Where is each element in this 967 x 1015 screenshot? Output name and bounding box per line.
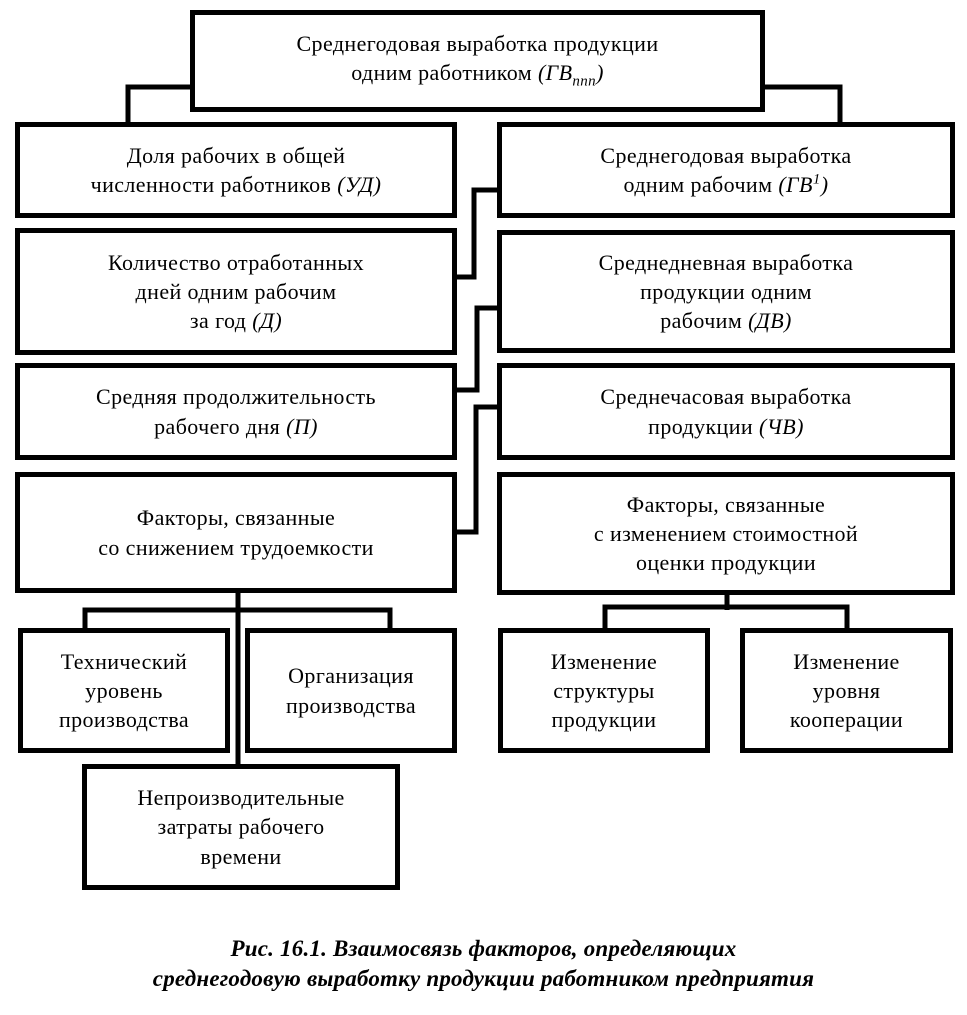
- box-text-line: уровня: [812, 677, 881, 703]
- box-text: продукции: [648, 413, 759, 439]
- caption-line-1: Рис. 16.1. Взаимосвязь факторов, определяющих: [230, 936, 737, 961]
- box-cost-valuation-factors: [497, 472, 955, 595]
- box-text-line: оценки продукции: [635, 550, 816, 576]
- box-text-line: Технический: [60, 648, 188, 674]
- box-text-line: продукции: [551, 707, 657, 733]
- box-text-line: Среднечасовая выработка: [600, 384, 852, 410]
- box-text-line: Количество отработанных: [108, 249, 364, 275]
- box-text-line: [91, 170, 382, 199]
- box-text: рабочего дня: [154, 413, 287, 439]
- box-annual-output-per-employee: [190, 10, 765, 112]
- box-text-line: структуры: [553, 677, 655, 703]
- box-daily-output-per-worker: [497, 230, 955, 353]
- caption-line-2: среднегодовую выработку продукции работником предприятия: [152, 965, 815, 991]
- connector-right2-to-left3: [453, 308, 499, 390]
- connector-right3-to-left4: [453, 407, 499, 532]
- box-cooperation-level-change: [740, 628, 953, 753]
- box-text-line: Изменение: [550, 648, 658, 674]
- symbol-text: (ГВ: [537, 60, 573, 86]
- box-days-worked-per-year: [15, 228, 457, 355]
- box-text-line: затраты рабочего: [157, 814, 325, 840]
- box-text-line: Непроизводительные: [137, 785, 345, 811]
- box-text-line: продукции одним: [640, 278, 812, 304]
- box-text-line: Факторы, связанные: [626, 491, 826, 517]
- connector-right4-branch: [605, 607, 847, 630]
- box-text-line: уровень: [85, 677, 163, 703]
- symbol-subscript: ппп: [572, 73, 597, 90]
- box-text-line: производства: [285, 692, 417, 718]
- symbol-close: ): [820, 172, 829, 197]
- box-text-line: [190, 306, 282, 335]
- box-text-line: [351, 58, 604, 92]
- box-text: одним работником: [351, 60, 538, 86]
- box-labor-intensity-factors: [15, 472, 457, 593]
- box-text: одним рабочим: [623, 172, 779, 197]
- box-text-line: времени: [200, 843, 282, 869]
- box-text: численности работников: [90, 172, 338, 197]
- formula-symbol: (Д): [252, 308, 283, 334]
- box-text-line: дней одним рабочим: [135, 278, 337, 304]
- box-text-line: Факторы, связанные: [136, 505, 336, 531]
- box-production-organization: [245, 628, 457, 753]
- symbol-superscript: 1: [812, 171, 821, 188]
- box-text-line: Среднедневная выработка: [598, 249, 854, 275]
- box-text-line: с изменением стоимостной: [593, 520, 859, 546]
- box-text-line: [660, 306, 792, 335]
- box-text-line: производства: [58, 707, 190, 733]
- box-text: рабочим: [660, 308, 749, 334]
- formula-symbol: (УД): [337, 172, 382, 197]
- box-product-structure-change: [498, 628, 710, 753]
- box-nonproductive-time-losses: [82, 764, 400, 890]
- box-text-line: [154, 412, 318, 441]
- connector-top-to-left1: [128, 87, 192, 126]
- formula-symbol: (ЧВ): [758, 413, 804, 439]
- box-text-line: Изменение: [793, 648, 900, 674]
- box-text-line: Организация: [288, 663, 414, 689]
- box-text: за год: [189, 308, 253, 334]
- box-text-line: кооперации: [789, 707, 904, 733]
- box-text-line: [624, 170, 829, 199]
- symbol-text: (ГВ: [778, 172, 813, 197]
- figure-caption: [0, 934, 967, 994]
- connector-right1-to-left2: [453, 190, 499, 277]
- formula-symbol: [778, 172, 828, 197]
- box-average-workday-length: [15, 363, 457, 460]
- box-text-line: Средняя продолжительность: [96, 384, 376, 410]
- box-annual-output-per-worker: [497, 122, 955, 218]
- box-text-line: Среднегодовая выработка: [600, 142, 852, 168]
- box-hourly-output: [497, 363, 955, 460]
- symbol-close: ): [596, 60, 604, 86]
- box-share-of-workers: [15, 122, 457, 218]
- formula-symbol: (ДВ): [748, 308, 792, 334]
- formula-symbol: [537, 60, 604, 90]
- box-text-line: Среднегодовая выработка продукции: [296, 31, 659, 57]
- box-text-line: со снижением трудоемкости: [98, 534, 374, 560]
- connector-top-to-right1: [763, 87, 840, 126]
- box-text-line: [648, 412, 804, 441]
- box-technical-level: [18, 628, 230, 753]
- formula-symbol: (П): [286, 413, 318, 439]
- box-text-line: Доля рабочих в общей: [126, 142, 346, 168]
